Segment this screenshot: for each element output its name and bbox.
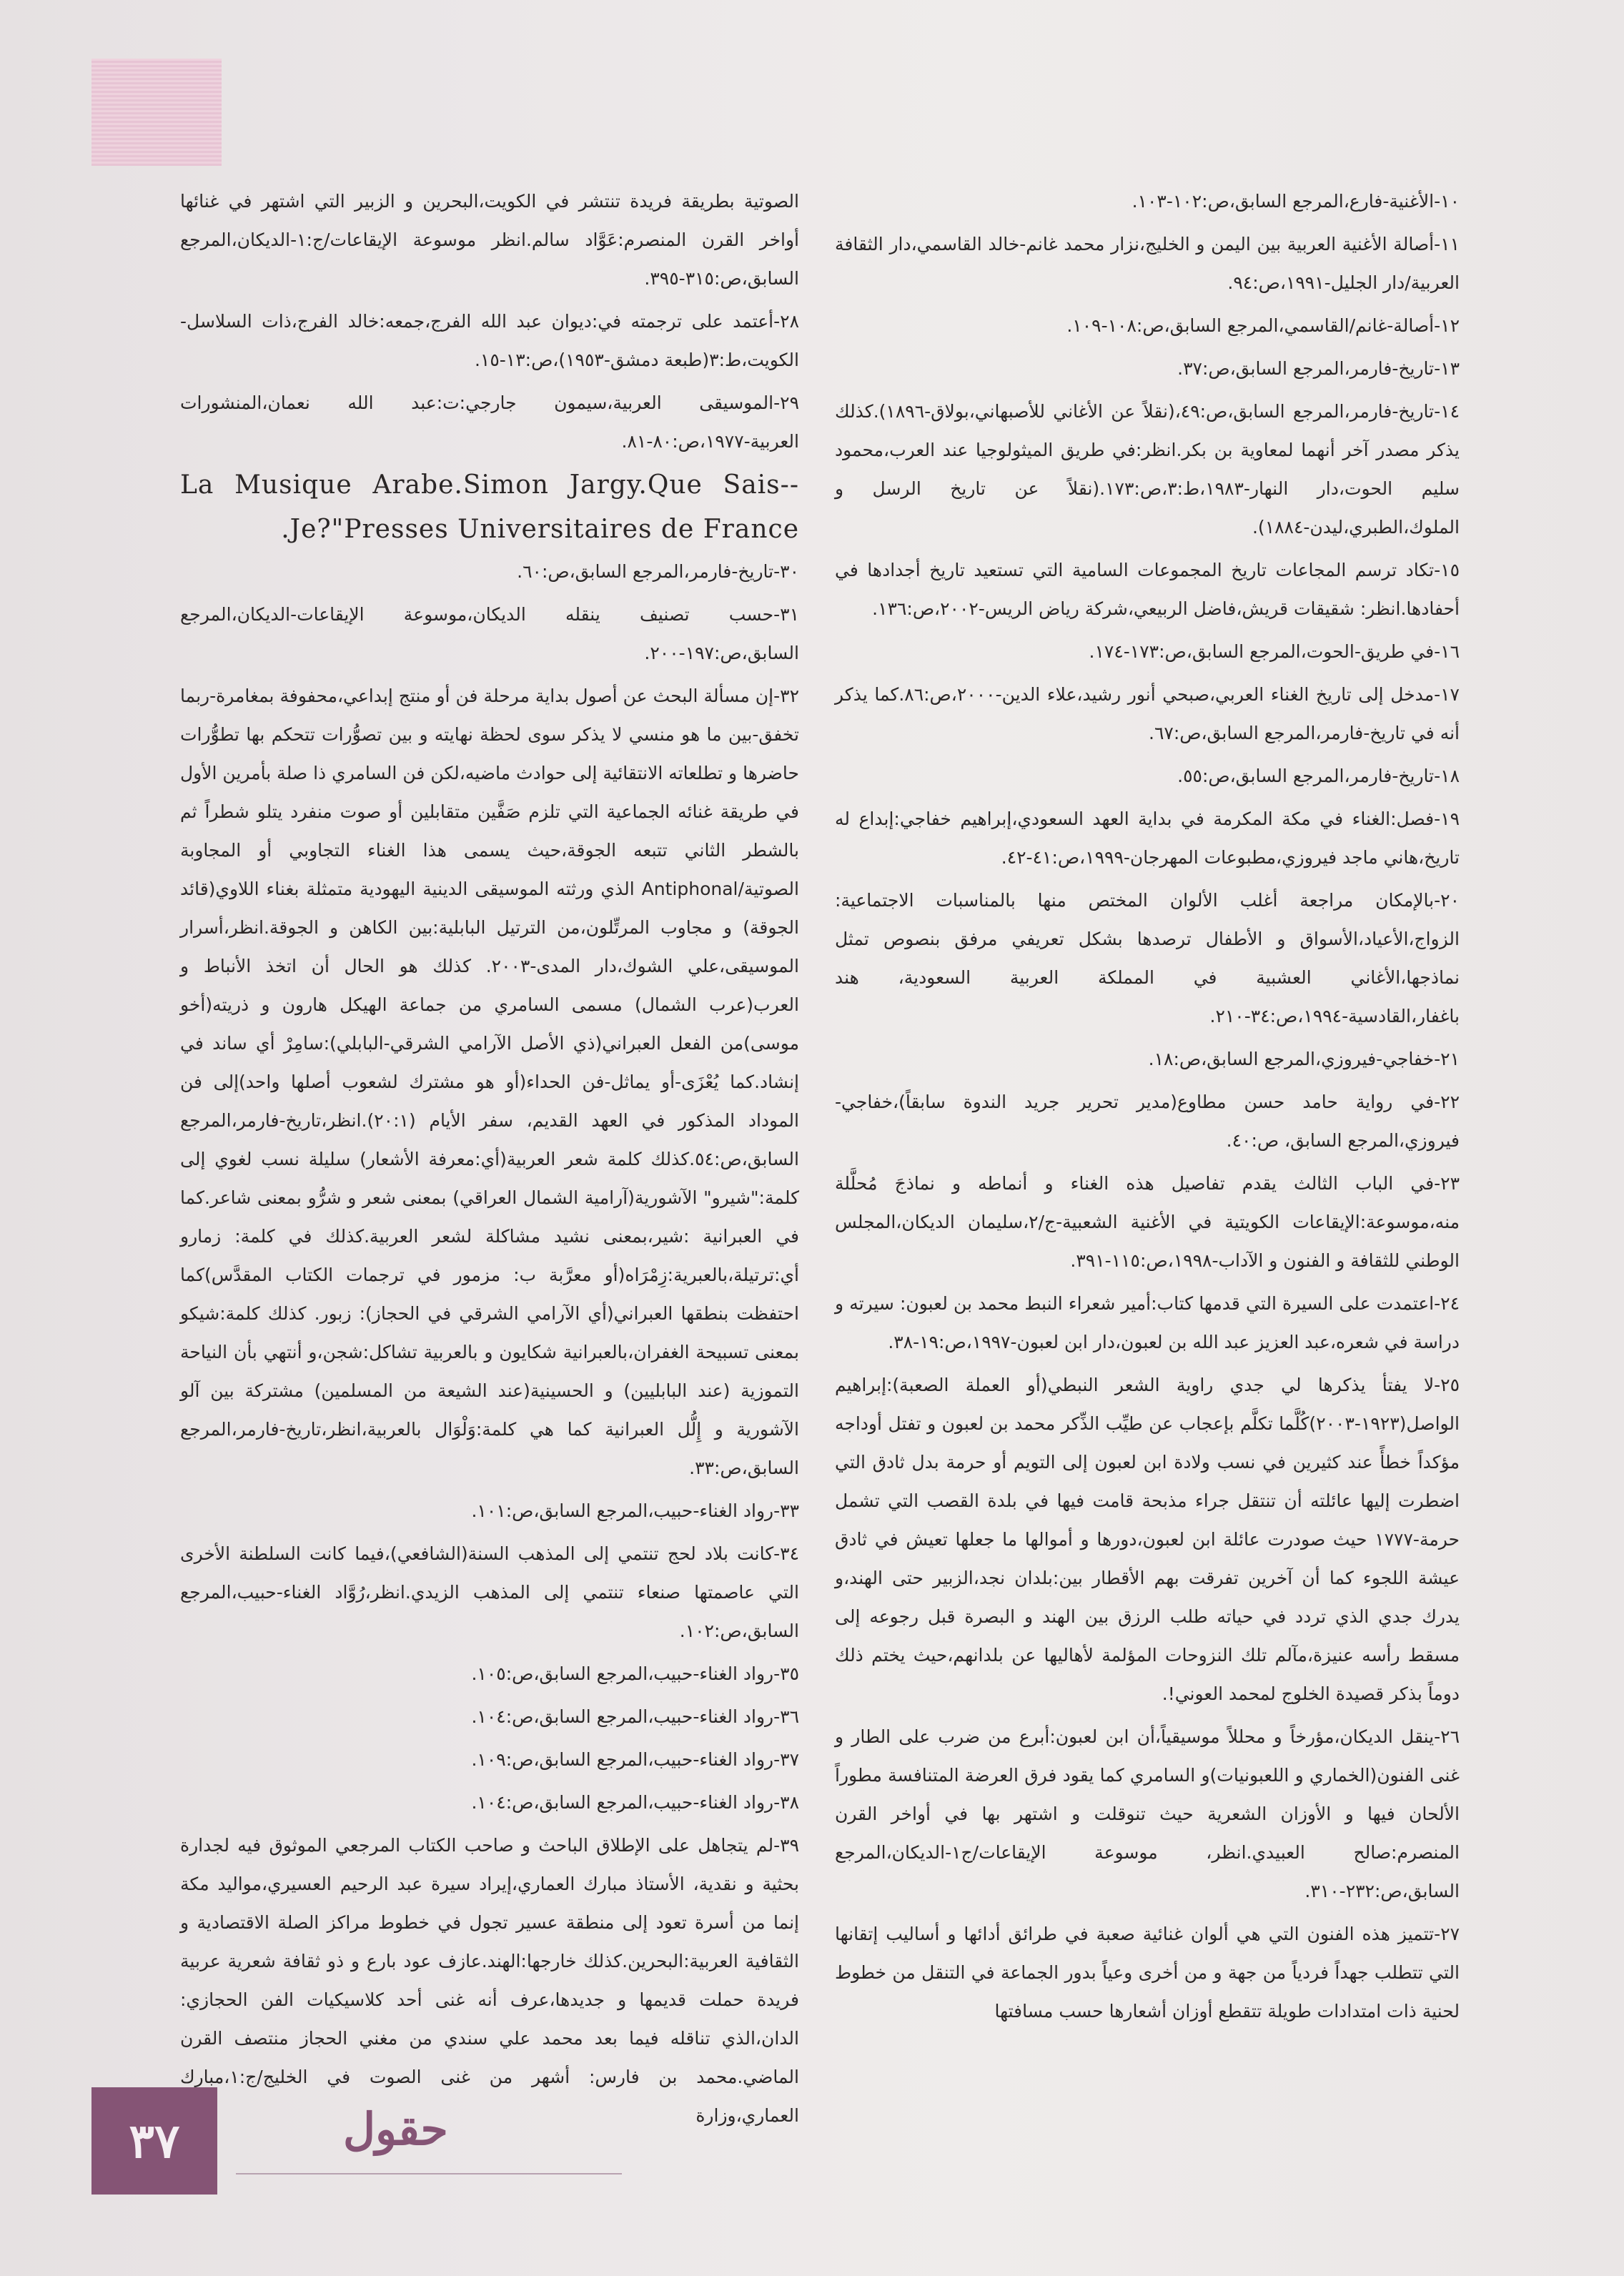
magazine-logo [236,2087,448,2166]
footnote: ٣٤-كانت بلاد لحج تنتمي إلى المذهب السنة(الشافعي)،فيما كانت السلطنة الأخرى التي عاصمتها صنعاء تنتمي إلى المذهب الزيدي.انظر،رُوَّاد الغناء-حبيب،المرجع السابق،ص:١٠٢. [180,1543,799,1641]
footnote: ٢٧-تتميز هذه الفنون التي هي ألوان غنائية صعبة في طرائق أدائها و أساليب إتقانها التي تتطلب جهداً فردياً من جهة و من أخرى وعياً بدور الجماعة في التنقل من خطوط لحنية ذات امتدادات طويلة تتقطع أوزان أشعارها حسب مسافتها [835,1924,1460,2022]
footnote: ١٤-تاريخ-فارمر،المرجع السابق،ص:٤٩،(نقلاً عن الأغاني للأصبهاني،بولاق-١٨٩٦).كذلك يذكر مصدر آخر أنهما لمعاوية بن بكر.انظر:في طريق الميثولوجيا عند العرب،محمود سليم الحوت،دار النهار-١٩٨٣،ط:٣،ص:١٧٣.(نقلاً عن تاريخ الرسل و الملوك،الطبري،ليدن-١٨٨٤). [835,401,1460,538]
footnotes-right-column [835,182,1460,2035]
footnote: ١٦-في طريق-الحوت،المرجع السابق،ص:١٧٣-١٧٤. [1089,641,1460,662]
footnote: ٢٥-لا يفتأ يذكرها لي جدي راوية الشعر النبطي(أو العملة الصعبة):إبراهيم الواصل(١٩٢٣-٢٠٠٣)كُلَّما تكلَّم بإعجاب عن طيِّب الذِّكر محمد بن لعبون و تفتل أوداجه مؤكداً خطأً عند كثيرين في نسب ولادة ابن لعبون إلى التويم أو حرمة بدل ثادق التي اضطرت إليها عائلته أن تنتقل جراء مذبحة قامت فيها في بلدة القصب التي تشمل حرمة-١٧٧٧ حيث صودرت عائلة ابن لعبون،دورها و أموالها ما جعلها تعيش في ثادق عيشة اللجوء كما أن آخرين تفرقت بهم الأقطار بين:بلدان نجد،الزبير حتى الهند،و يدرك جدي الذي تردد في حياته طلب الرزق بين الهند و البصرة قبل رجوعه إلى مسقط رأسه عنيزة،مآلم تلك النزوحات المؤلمة لأهاليها عن بلدانهم،حيث يختم ذلك دوماً بذكر قصيدة الخلوج لمحمد العوني!. [835,1375,1460,1704]
footnote: ٣٠-تاريخ-فارمر،المرجع السابق،ص:٦٠. [517,561,799,582]
footnote: ٣٥-رواد الغناء-حبيب،المرجع السابق،ص:١٠٥. [471,1663,799,1684]
footnote: ٣٧-رواد الغناء-حبيب،المرجع السابق،ص:١٠٩. [471,1749,799,1770]
footnote: ١٠-الأغنية-فارع،المرجع السابق،ص:١٠٢-١٠٣. [1132,191,1460,212]
logo-text: حقول [343,2103,448,2155]
footnote: ١٩-فصل:الغناء في مكة المكرمة في بداية العهد السعودي،إبراهيم خفاجي:إبداع له تاريخ،هاني ماجد فيروزي،مطبوعات المهرجان-١٩٩٩،ص:٤١-٤٢. [835,808,1460,868]
page-number-badge [91,2087,217,2195]
footnote: ١٨-تاريخ-فارمر،المرجع السابق،ص:٥٥. [1177,766,1460,786]
footnote: ٢٦-ينقل الديكان،مؤرخاً و محللاً موسيقياً،أن ابن لعبون:أبرع من ضرب على الطار و غنى الفنون(الخماري و اللعبونيات)و السامري كما يقود فرق العرضة المتنافسة مطوراً الألحان فيها و الأوزان الشعرية حيث تنوقلت و اشتهر بها في أواخر القرن المنصرم:صالح العبيدي.انظر، موسوعة الإيقاعات/ج١-الديكان،المرجع السابق،ص:٢٣٢-٣١٠. [835,1726,1460,1901]
footnote: ٢١-خفاجي-فيروزي،المرجع السابق،ص:١٨. [1148,1049,1460,1069]
footnote: ١٥-تكاد ترسم المجاعات تاريخ المجموعات السامية التي تستعيد تاريخ أجدادها في أحفادها.انظر: شقيقات قريش،فاضل الربيعي،شركة رياض الريس-٢٠٠٢،ص:١٣٦. [835,560,1460,619]
footnote: ٣٢-إن مسألة البحث عن أصول بداية مرحلة فن أو منتج إبداعي،محفوفة بمغامرة-ربما تخفق-بين ما هو منسي لا يذكر سوى لحظة نهايته و بين تصوُّرات تتحكم بها تطوُّرات حاضرها و تطلعاته الانتقائية إلى حوادث ماضيه،لكن فن السامري ذا صلة بأمرين الأول في طريقة غنائه الجماعية التي تلزم صَفَّين متقابلين أو صوت منفرد يتلو شطراً ثم بالشطر الثاني تتبعه الجوقة،حيث يسمى هذا الغناء التجاوبي أو المجاوبة الصوتية/Antiphonal الذي ورثته الموسيقى الدينية اليهودية متمثلة بغناء اللاوي(قائد الجوقة) و مجاوب المرتِّلون،من الترتيل البابلية:بين الكاهن و الجوقة.انظر،أسرار الموسيقى،علي الشوك،دار المدى-٢٠٠٣. كذلك هو الحال أن اتخذ الأنباط و العرب(عرب الشمال) مسمى السامري من جماعة الهيكل هارون و ذريته(أخو موسى)من الفعل العبراني(ذي الأصل الآرامي الشرقي-البابلي):سامِرْ أي ساند في إنشاد.كما يُعْزَى-أو يماثل-فن الحداء(أو هو مشترك لشعوب أصلها واحد)إلى فن الموداد المذكور في العهد القديم، سفر الأيام (٢٠:١).انظر،تاريخ-فارمر،المرجع السابق،ص:٥٤.كذلك كلمة شعر العربية(أي:معرفة الأشعار) سليلة نسب لغوي إلى كلمة:"شيرو" الآشورية(آرامية الشمال العراقي) بمعنى شعر و شرُّو بمعنى شاعر.كما في العبرانية :شير،بمعنى نشيد مشاكلة لشعر العربية.كذلك في كلمة: زمارو أي:ترتيلة،بالعبرية:زِمْرَاه(أو معرَّبة ب: مزمور في ترجمات الكتاب المقدَّس)كما احتفظت بنطقها العبراني(أي الآرامي الشرقي في الحجاز): زبور. كذلك كلمة:شيكو بمعنى تسبيحة الغفران،بالعبرانية شكايون و بالعربية تشاكل:شجن،و أنتهي بأن النياحة التموزية (عند البابليين) و الحسينية(عند الشيعة من المسلمين) مشتركة بين آلو الآشورية و إِلُّل العبرانية كما هي كلمة:وَلْوَال بالعربية،انظر،تاريخ-فارمر،المرجع السابق،ص:٣٣. [180,686,799,1478]
latin-reference-line-2: .Je?"Presses Universitaires de France [281,515,799,544]
footnote: ٣٨-رواد الغناء-حبيب،المرجع السابق،ص:١٠٤. [471,1792,799,1813]
footnote: ١١-أصالة الأغنية العربية بين اليمن و الخليج،نزار محمد غانم-خالد القاسمي،دار الثقافة العربية/دار الجليل-١٩٩١،ص:٩٤. [835,234,1460,293]
footnote: ٣١-حسب تصنيف ينقله الديكان،موسوعة الإيقاعات-الديكان،المرجع السابق،ص:١٩٧-٢٠٠. [180,604,799,663]
latin-reference-line-1: La Musique Arabe.Simon Jargy.Que Sais-- [180,470,799,500]
footnote: ٢٤-اعتمدت على السيرة التي قدمها كتاب:أمير شعراء النبط محمد بن لعبون: سيرته و دراسة في شعره،عبد العزيز عبد الله بن لعبون،دار ابن لعبون-١٩٩٧،ص:١٩-٣٨. [835,1293,1460,1352]
page-number: ٣٧ [129,2113,180,2169]
footer-rule [236,2173,622,2174]
footnote: ١٣-تاريخ-فارمر،المرجع السابق،ص:٣٧. [1177,358,1460,379]
footnote: ٢٨-أعتمد على ترجمته في:ديوان عبد الله الفرج،جمعه:خالد الفرج،ذات السلاسل-الكويت،ط:٣(طبعة دمشق-١٩٥٣)،ص:١٣-١٥. [180,311,799,370]
footnote: ١٢-أصالة-غانم/القاسمي،المرجع السابق،ص:١٠٨-١٠٩. [1066,315,1460,336]
footnote: ٣٩-لم يتجاهل على الإطلاق الباحث و صاحب الكتاب المرجعي الموثوق فيه لجدارة بحثية و نقدية، الأستاذ مبارك العماري،إيراد سيرة عبد الرحيم العسيري،مواليد مكة إنما من أسرة تعود إلى منطقة عسير تجول في خطوط مراكز الصلة الاقتصادية و الثقافية العربية:البحرين.كذلك خارجها:الهند.عازف عود بارع و ذو ثقافة شعرية عربية فريدة حملت قديمها و جديدها،عرف أنه غنى أحد كلاسيكيات الفن الحجازي: الدان،الذي تناقله فيما بعد محمد علي سندي من مغني الحجاز منتصف القرن الماضي.محمد بن فارس: أشهر من غنى الصوت في الخليج/ج:١،مبارك العماري،وزارة [180,1835,799,2126]
footnote: ٣٦-رواد الغناء-حبيب،المرجع السابق،ص:١٠٤. [471,1706,799,1727]
footnote: الصوتية بطريقة فريدة تنتشر في الكويت،البحرين و الزبير التي اشتهر في غنائها أواخر القرن المنصرم:عَوَّاد سالم.انظر موسوعة الإيقاعات/ج:١-الديكان،المرجع السابق،ص:٣١٥-٣٩٥. [180,191,799,289]
footnote: ٣٣-رواد الغناء-حبيب،المرجع السابق،ص:١٠١. [471,1500,799,1521]
footnote: ٢٢-في رواية حامد حسن مطاوع(مدير تحرير جريد الندوة سابقاً)،خفاجي-فيروزي،المرجع السابق، ص:٤٠. [835,1092,1460,1151]
footnote: ٢٠-بالإمكان مراجعة أغلب الألوان المختص منها بالمناسبات الاجتماعية: الزواج،الأعياد،الأسواق و الأطفال ترصدها بشكل تعريفي مرفق بنصوص تمثل نماذجها،الأغاني العشبية في المملكة العربية السعودية، هند باغفار،القادسية-١٩٩٤،ص:٣٤-٢١٠. [835,890,1460,1026]
footnotes-left-column [180,182,799,2139]
footnote: ١٧-مدخل إلى تاريخ الغناء العربي،صبحي أنور رشيد،علاء الدين-٢٠٠٠،ص:٨٦.كما يذكر أنه في تاريخ-فارمر،المرجع السابق،ص:٦٧. [835,684,1460,743]
footnote: ٢٣-في الباب الثالث يقدم تفاصيل هذه الغناء و أنماطه و نماذجَ مُحلَّلة منه،موسوعة:الإيقاعات الكويتية في الأغنية الشعبية-ج/٢،سليمان الديكان،المجلس الوطني للثقافة و الفنون و الآداب-١٩٩٨،ص:١١٥-٣٩١. [835,1173,1460,1271]
footnote: ٢٩-الموسيقى العربية،سيمون جارجي:ت:عبد الله نعمان،المنشورات العربية-١٩٧٧،ص:٨٠-٨١. [180,392,799,452]
corner-decoration [91,59,222,166]
